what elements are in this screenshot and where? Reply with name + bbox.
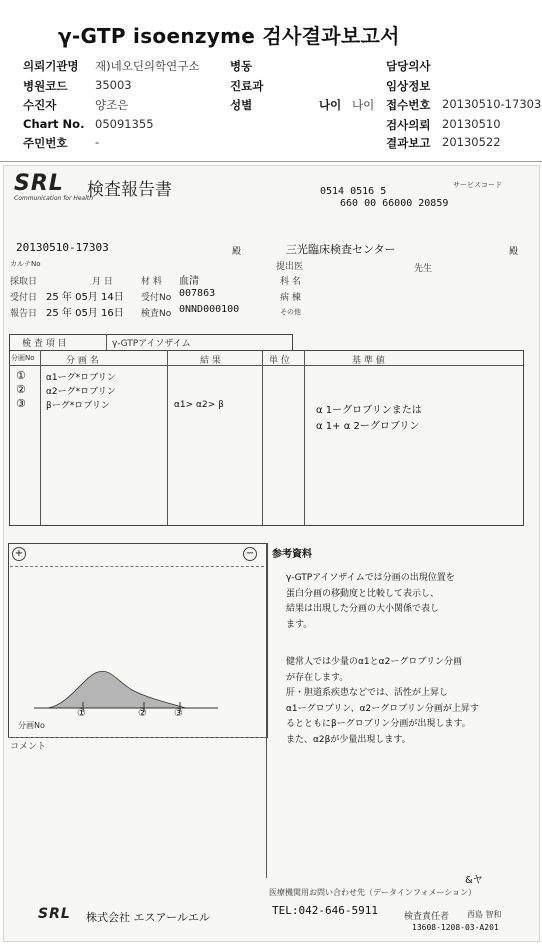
divider bbox=[262, 350, 263, 525]
field-value: 재)네오딘의학연구소 bbox=[95, 59, 200, 73]
reported-value: 25 年 05月 16日 bbox=[46, 308, 124, 319]
honorific-2: 殿 bbox=[509, 247, 519, 257]
ref-line: 蛋白分画の移動度と比較して表示し、 bbox=[286, 588, 440, 599]
report-title: γ-GTP isoenzyme 검사결과보고서 bbox=[58, 24, 400, 48]
field-label: 수진자 bbox=[23, 98, 57, 112]
graph-axis-label: 分画No bbox=[18, 721, 45, 730]
divider bbox=[40, 350, 41, 525]
peak-shading bbox=[48, 671, 186, 708]
received-no-value: 007863 bbox=[179, 288, 216, 299]
submitter-label: 提出医 bbox=[276, 262, 304, 272]
field-label: 임상정보 bbox=[386, 79, 431, 93]
code-line-1: 0514 0516 5 bbox=[320, 186, 387, 197]
field-value: 05091355 bbox=[95, 117, 154, 131]
ref-line: ます。 bbox=[286, 619, 313, 630]
col-fraction-no: 分画No bbox=[11, 354, 35, 362]
ref-title: 参考資料 bbox=[272, 549, 312, 560]
service-code-label: サービスコード bbox=[453, 181, 502, 189]
fraction-no: ① bbox=[16, 369, 26, 382]
reception-no: 20130510-17303 bbox=[16, 241, 109, 254]
honorific-1: 殿 bbox=[232, 247, 242, 257]
graph-mark-2: ② bbox=[138, 708, 147, 719]
ref-line: が存在します。 bbox=[286, 672, 349, 683]
field-value: 20130510 bbox=[442, 117, 501, 131]
ward-label: 病 棟 bbox=[280, 293, 301, 303]
field-value: 20130522 bbox=[442, 135, 501, 149]
ref-line: α1ーグロブリン、α2ーグロブリン分画が上昇す bbox=[286, 703, 479, 714]
fraction-result: α1> α2> β bbox=[174, 400, 224, 410]
field-value: - bbox=[95, 135, 100, 149]
fraction-no: ② bbox=[16, 383, 26, 396]
age-label: 나이 bbox=[319, 98, 342, 112]
received-value: 25 年 05月 14日 bbox=[46, 292, 124, 303]
collected-label: 採取日 bbox=[10, 277, 38, 287]
material-label: 材 料 bbox=[141, 277, 162, 287]
received-label: 受付日 bbox=[10, 293, 38, 303]
field-label: 접수번호 bbox=[386, 98, 431, 112]
divider bbox=[167, 350, 168, 525]
field-label: 병동 bbox=[230, 59, 253, 73]
graph-mark-1: ① bbox=[77, 708, 86, 719]
footer-responsible-label: 検査責任者 bbox=[404, 912, 450, 922]
field-label: 의뢰기관명 bbox=[23, 59, 79, 73]
lab-name: 三光臨床検査センター bbox=[286, 243, 396, 256]
material-value: 血清 bbox=[179, 276, 199, 287]
footer-company: 株式会社 エスアールエル bbox=[86, 911, 210, 924]
field-label: 주민번호 bbox=[23, 136, 68, 150]
footer-inquiry: 医療機関用お問い合わせ先（データインフォメーション） bbox=[269, 888, 477, 897]
ref-line: また、α2βが少量出現します。 bbox=[286, 734, 411, 745]
fraction-no: ③ bbox=[16, 397, 26, 410]
col-unit: 単 位 bbox=[269, 356, 290, 366]
chart-no-label: カルテNo bbox=[10, 260, 41, 268]
ref-line: γ-GTPアイソザイムでは分画の出現位置を bbox=[286, 573, 455, 583]
ref-line: 結果は出現した分画の大小関係で表し bbox=[286, 604, 440, 614]
srl-logo: SRL bbox=[14, 171, 64, 196]
reported-label: 報告日 bbox=[10, 309, 38, 319]
collected-value: 月 日 bbox=[92, 277, 113, 287]
fraction-name: α2ーグ*ロブリン bbox=[46, 387, 116, 397]
divider bbox=[10, 566, 264, 567]
field-value: 35003 bbox=[95, 78, 132, 92]
test-item-value: γ-GTPアイソザイム bbox=[112, 339, 191, 349]
col-reference: 基 準 値 bbox=[352, 356, 385, 366]
doctor-honorific: 先生 bbox=[414, 264, 433, 274]
reference-line-1: α 1ーグロブリンまたは bbox=[316, 405, 422, 416]
code-line-2: 660 00 66000 20859 bbox=[340, 198, 449, 209]
col-result: 結 果 bbox=[200, 356, 221, 366]
field-label: 검사의뢰 bbox=[386, 118, 431, 132]
minus-circle-icon: − bbox=[243, 547, 257, 561]
doc-title: 検査報告書 bbox=[87, 180, 172, 200]
test-item-label: 検 査 項 目 bbox=[22, 339, 67, 349]
field-label: 담당의사 bbox=[386, 59, 431, 73]
footer-code: 13608-1208-03-A201 bbox=[412, 923, 499, 932]
field-label: Chart No. bbox=[23, 117, 85, 131]
test-no-value: 0NND000100 bbox=[179, 304, 240, 315]
age-value: 나이 bbox=[352, 98, 375, 112]
field-value: 20130510-17303 bbox=[442, 97, 542, 111]
field-label: 병원코드 bbox=[23, 79, 68, 93]
field-label: 진료과 bbox=[230, 79, 264, 93]
footer-logo: SRL bbox=[38, 906, 71, 922]
ref-line: 健常人では少量のα1とα2ーグロブリン分画 bbox=[286, 657, 462, 667]
fraction-name: βーグ*ロブリン bbox=[46, 401, 110, 411]
field-value: 양조은 bbox=[95, 98, 129, 112]
received-no-label: 受付No bbox=[141, 293, 172, 303]
footer-responsible-name: 西島 智和 bbox=[467, 910, 502, 919]
reference-line-2: α 1+ α 2ーグロブリン bbox=[316, 421, 420, 432]
ref-line: るとともにβーグロブリン分画が出現します。 bbox=[286, 719, 471, 729]
graph-mark-3: ③ bbox=[174, 708, 183, 719]
divider bbox=[266, 543, 267, 878]
divider bbox=[304, 350, 305, 525]
patient-name-label: 科 名 bbox=[280, 277, 301, 287]
scanned-report bbox=[3, 165, 540, 942]
electrophoresis-curve bbox=[8, 646, 266, 716]
other-label: その他 bbox=[280, 308, 301, 316]
field-label: 결과보고 bbox=[386, 136, 431, 150]
srl-tagline: Communication for Health bbox=[14, 195, 94, 202]
comment-label: コメント bbox=[10, 742, 47, 752]
divider bbox=[8, 737, 266, 738]
header-divider bbox=[0, 161, 542, 162]
footer-tel: TEL:042-646-5911 bbox=[272, 904, 378, 917]
divider bbox=[106, 334, 107, 350]
col-fraction-name: 分 画 名 bbox=[66, 356, 99, 366]
plus-circle-icon: + bbox=[12, 547, 26, 561]
field-label: 성별 bbox=[230, 98, 253, 112]
test-no-label: 検査No bbox=[141, 309, 172, 319]
ref-line: 肝・胆道系疾患などでは、活性が上昇し bbox=[286, 688, 449, 698]
footer-mark: &ヤ bbox=[465, 875, 483, 886]
fraction-name: α1ーグ*ロブリン bbox=[46, 373, 116, 383]
